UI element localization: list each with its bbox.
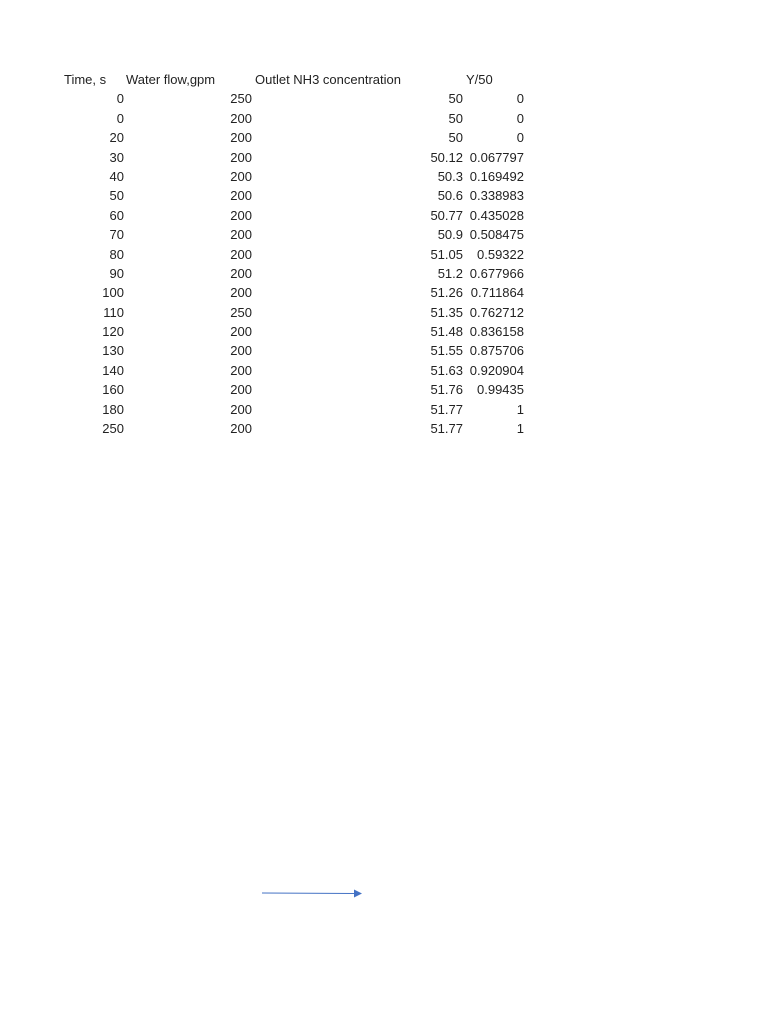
table-row — [0, 264, 768, 283]
cell-outlet-nh3: 50.6 — [437, 188, 463, 204]
cell-ratio: 0.875706 — [469, 343, 524, 359]
header-outlet-nh3: Outlet NH3 concentration — [255, 72, 401, 87]
cell-time: 0 — [116, 110, 124, 126]
cell-outlet-nh3: 51.77 — [430, 421, 463, 437]
cell-time: 0 — [116, 91, 124, 107]
cell-water-flow: 200 — [230, 285, 252, 301]
header-water-flow: Water flow,gpm — [126, 72, 216, 87]
cell-outlet-nh3: 51.2 — [437, 265, 463, 281]
cell-time: 100 — [102, 285, 124, 301]
table-row — [0, 128, 768, 147]
cell-time: 90 — [109, 265, 124, 281]
cell-water-flow: 200 — [230, 421, 252, 437]
cell-outlet-nh3: 51.35 — [430, 304, 463, 320]
cell-time: 120 — [102, 324, 124, 340]
cell-water-flow: 200 — [230, 149, 252, 165]
cell-time: 40 — [109, 168, 124, 184]
cell-water-flow: 200 — [230, 265, 252, 281]
table-row — [0, 303, 768, 322]
cell-water-flow: 200 — [230, 324, 252, 340]
cell-time: 160 — [102, 382, 124, 398]
cell-water-flow: 200 — [230, 246, 252, 262]
cell-ratio: 1 — [516, 401, 524, 417]
table-row — [0, 380, 768, 399]
cell-outlet-nh3: 50 — [448, 91, 463, 107]
table-row — [0, 322, 768, 341]
table-row — [0, 283, 768, 302]
header-time: Time, s — [64, 72, 107, 87]
table-row — [0, 186, 768, 205]
cell-time: 130 — [102, 343, 124, 359]
cell-outlet-nh3: 51.63 — [430, 362, 463, 378]
cell-water-flow: 250 — [230, 304, 252, 320]
cell-ratio: 0.338983 — [469, 188, 524, 204]
cell-outlet-nh3: 51.05 — [430, 246, 463, 262]
cell-water-flow: 250 — [230, 91, 252, 107]
cell-ratio: 0.677966 — [469, 265, 524, 281]
table-row — [0, 225, 768, 244]
cell-time: 140 — [102, 362, 124, 378]
cell-outlet-nh3: 51.48 — [430, 324, 463, 340]
cell-ratio: 0.762712 — [469, 304, 524, 320]
cell-water-flow: 200 — [230, 168, 252, 184]
cell-time: 250 — [102, 421, 124, 437]
cell-ratio: 0 — [516, 110, 524, 126]
table-row — [0, 245, 768, 264]
table-row — [0, 419, 768, 438]
cell-outlet-nh3: 50.3 — [437, 168, 463, 184]
cell-water-flow: 200 — [230, 188, 252, 204]
cell-water-flow: 200 — [230, 227, 252, 243]
cell-water-flow: 200 — [230, 401, 252, 417]
header-ratio: Y/50 — [466, 72, 493, 87]
cell-ratio: 0.435028 — [469, 207, 524, 223]
cell-ratio: 0.920904 — [469, 362, 524, 378]
table-row — [0, 361, 768, 380]
cell-ratio: 0.711864 — [470, 285, 524, 301]
cell-outlet-nh3: 51.55 — [430, 343, 463, 359]
cell-time: 60 — [109, 207, 124, 223]
cell-water-flow: 200 — [230, 207, 252, 223]
cell-ratio: 0.59322 — [477, 246, 524, 262]
cell-outlet-nh3: 50.9 — [437, 227, 463, 243]
cell-outlet-nh3: 50.77 — [430, 207, 463, 223]
cell-ratio: 0.99435 — [477, 382, 524, 398]
cell-outlet-nh3: 51.26 — [430, 285, 463, 301]
data-table — [0, 70, 768, 438]
cell-outlet-nh3: 50 — [448, 110, 463, 126]
cell-outlet-nh3: 50 — [448, 130, 463, 146]
cell-time: 80 — [109, 246, 124, 262]
arrow-right-icon — [262, 886, 364, 900]
table-row — [0, 206, 768, 225]
cell-water-flow: 200 — [230, 343, 252, 359]
cell-ratio: 0 — [516, 130, 524, 146]
table-row — [0, 341, 768, 360]
cell-ratio: 0.169492 — [469, 168, 524, 184]
table-row — [0, 167, 768, 186]
table-row — [0, 400, 768, 419]
cell-ratio: 0 — [516, 91, 524, 107]
cell-water-flow: 200 — [230, 382, 252, 398]
cell-ratio: 0.508475 — [469, 227, 524, 243]
table-body — [0, 89, 768, 438]
cell-outlet-nh3: 51.76 — [430, 382, 463, 398]
cell-ratio: 0.836158 — [469, 324, 524, 340]
cell-time: 110 — [103, 304, 124, 320]
cell-ratio: 0.067797 — [469, 149, 524, 165]
cell-outlet-nh3: 51.77 — [430, 401, 463, 417]
cell-outlet-nh3: 50.12 — [430, 149, 463, 165]
cell-time: 30 — [109, 149, 124, 165]
cell-water-flow: 200 — [230, 362, 252, 378]
table-row — [0, 148, 768, 167]
cell-time: 20 — [109, 130, 124, 146]
cell-time: 180 — [102, 401, 124, 417]
cell-water-flow: 200 — [230, 110, 252, 126]
table-row — [0, 89, 768, 108]
cell-time: 50 — [109, 188, 124, 204]
table-row — [0, 109, 768, 128]
cell-water-flow: 200 — [230, 130, 252, 146]
cell-time: 70 — [109, 227, 124, 243]
cell-ratio: 1 — [516, 421, 524, 437]
header-row — [0, 70, 768, 89]
